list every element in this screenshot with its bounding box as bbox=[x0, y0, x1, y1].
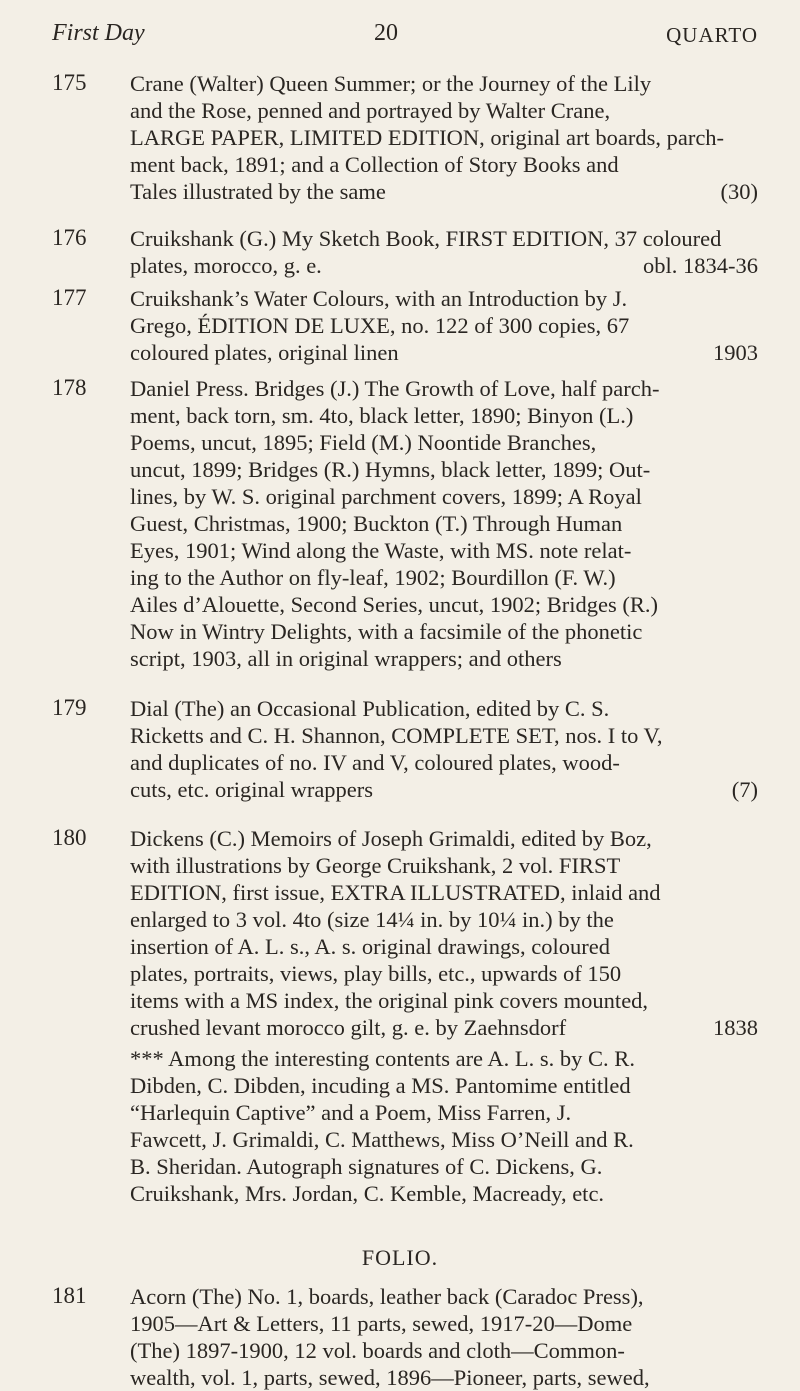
lot-entry bbox=[52, 285, 758, 366]
lot-entry bbox=[52, 375, 758, 672]
lot-number: 177 bbox=[52, 285, 87, 310]
lot-number: 176 bbox=[52, 225, 87, 250]
lot-line: Eyes, 1901; Wind along the Waste, with MS. note relat- bbox=[130, 538, 632, 563]
lot-line: plates, portraits, views, play bills, etc., upwards of 150 bbox=[130, 961, 622, 986]
lot-line: cuts, etc. original wrappers bbox=[130, 777, 374, 802]
note-line: *** Among the interesting contents are A. L. s. by C. R. bbox=[130, 1046, 635, 1071]
note-line: B. Sheridan. Autograph signatures of C. Dickens, G. bbox=[130, 1154, 603, 1179]
lot-line: Ricketts and C. H. Shannon, COMPLETE SET, nos. I to V, bbox=[130, 723, 663, 748]
lot-line: and duplicates of no. IV and V, coloured plates, wood- bbox=[130, 750, 620, 775]
lot-line: Poems, uncut, 1895; Field (M.) Noontide Branches, bbox=[130, 430, 597, 455]
header-day: First Day bbox=[52, 20, 145, 46]
lot-date: 1903 bbox=[713, 340, 758, 365]
lot-line: with illustrations by George Cruikshank, 2 vol. FIRST bbox=[130, 853, 621, 878]
lot-number: 179 bbox=[52, 695, 87, 720]
lot-date: 1838 bbox=[713, 1015, 758, 1040]
lot-number: 181 bbox=[52, 1283, 87, 1308]
lot-line: Grego, ÉDITION DE LUXE, no. 122 of 300 copies, 67 bbox=[130, 313, 630, 338]
lot-line: and the Rose, penned and portrayed by Walter Crane, bbox=[130, 98, 611, 123]
lot-line: Dial (The) an Occasional Publication, edited by C. S. bbox=[130, 696, 610, 721]
lot-line: ment back, 1891; and a Collection of Story Books and bbox=[130, 152, 619, 177]
lot-line: (The) 1897-1900, 12 vol. boards and cloth—Common- bbox=[130, 1338, 625, 1363]
lot-line: uncut, 1899; Bridges (R.) Hymns, black letter, 1899; Out- bbox=[130, 457, 651, 482]
lot-date: (30) bbox=[720, 179, 758, 204]
page-number: 20 bbox=[374, 20, 398, 46]
note-line: Fawcett, J. Grimaldi, C. Matthews, Miss O’Neill and R. bbox=[130, 1127, 634, 1152]
note-line: Cruikshank, Mrs. Jordan, C. Kemble, Macready, etc. bbox=[130, 1181, 605, 1206]
lot-line: Acorn (The) No. 1, boards, leather back (Caradoc Press), bbox=[130, 1284, 644, 1309]
lot-line: Daniel Press. Bridges (J.) The Growth of Love, half parch- bbox=[130, 376, 660, 401]
lot-line: Cruikshank (G.) My Sketch Book, FIRST EDITION, 37 coloured bbox=[130, 226, 722, 251]
lot-entry bbox=[52, 225, 758, 279]
lot-line: script, 1903, all in original wrappers; and others bbox=[130, 646, 562, 671]
lot-line: lines, by W. S. original parchment covers, 1899; A Royal bbox=[130, 484, 642, 509]
lot-line: coloured plates, original linen bbox=[130, 340, 399, 365]
lot-line: enlarged to 3 vol. 4to (size 14¼ in. by 10¼ in.) by the bbox=[130, 907, 614, 932]
lot-line: Ailes d’Alouette, Second Series, uncut, 1902; Bridges (R.) bbox=[130, 592, 659, 617]
lot-date: (7) bbox=[731, 777, 758, 802]
lot-number: 180 bbox=[52, 825, 87, 850]
note-line: Dibden, C. Dibden, incuding a MS. Pantomime entitled bbox=[130, 1073, 631, 1098]
lot-number: 178 bbox=[52, 375, 87, 400]
lot-line: items with a MS index, the original pink covers mounted, bbox=[130, 988, 649, 1013]
lot-entry bbox=[52, 1283, 758, 1391]
header-format: QUARTO bbox=[666, 23, 758, 47]
lot-line: Tales illustrated by the same bbox=[130, 179, 386, 204]
lot-line: wealth, vol. 1, parts, sewed, 1896—Pioneer, parts, sewed, bbox=[130, 1365, 650, 1390]
lot-number: 175 bbox=[52, 70, 87, 95]
page-header bbox=[52, 20, 758, 54]
lot-line: Guest, Christmas, 1900; Buckton (T.) Through Human bbox=[130, 511, 623, 536]
lot-note bbox=[130, 1045, 758, 1207]
lot-line: ing to the Author on fly-leaf, 1902; Bourdillon (F. W.) bbox=[130, 565, 616, 590]
lot-date: obl. 1834-36 bbox=[643, 253, 758, 278]
lot-line: EDITION, first issue, EXTRA ILLUSTRATED, inlaid and bbox=[130, 880, 661, 905]
lot-line: plates, morocco, g. e. bbox=[130, 253, 322, 278]
lot-entry bbox=[52, 70, 758, 205]
note-line: “Harlequin Captive” and a Poem, Miss Farren, J. bbox=[130, 1100, 572, 1125]
lot-line: Now in Wintry Delights, with a facsimile of the phonetic bbox=[130, 619, 643, 644]
lot-entry bbox=[52, 825, 758, 1041]
lot-line: ment, back torn, sm. 4to, black letter, 1890; Binyon (L.) bbox=[130, 403, 634, 428]
lot-line: crushed levant morocco gilt, g. e. by Zaehnsdorf bbox=[130, 1015, 567, 1040]
lot-line: insertion of A. L. s., A. s. original drawings, coloured bbox=[130, 934, 610, 959]
lot-entry bbox=[52, 695, 758, 803]
lot-line: Cruikshank’s Water Colours, with an Introduction by J. bbox=[130, 286, 628, 311]
section-title: FOLIO. bbox=[361, 1245, 439, 1270]
lot-line: LARGE PAPER, LIMITED EDITION, original art boards, parch- bbox=[130, 125, 725, 150]
lot-line: Crane (Walter) Queen Summer; or the Journey of the Lily bbox=[130, 71, 652, 96]
lot-line: 1905—Art & Letters, 11 parts, sewed, 1917-20—Dome bbox=[130, 1311, 633, 1336]
lot-line: Dickens (C.) Memoirs of Joseph Grimaldi, edited by Boz, bbox=[130, 826, 652, 851]
